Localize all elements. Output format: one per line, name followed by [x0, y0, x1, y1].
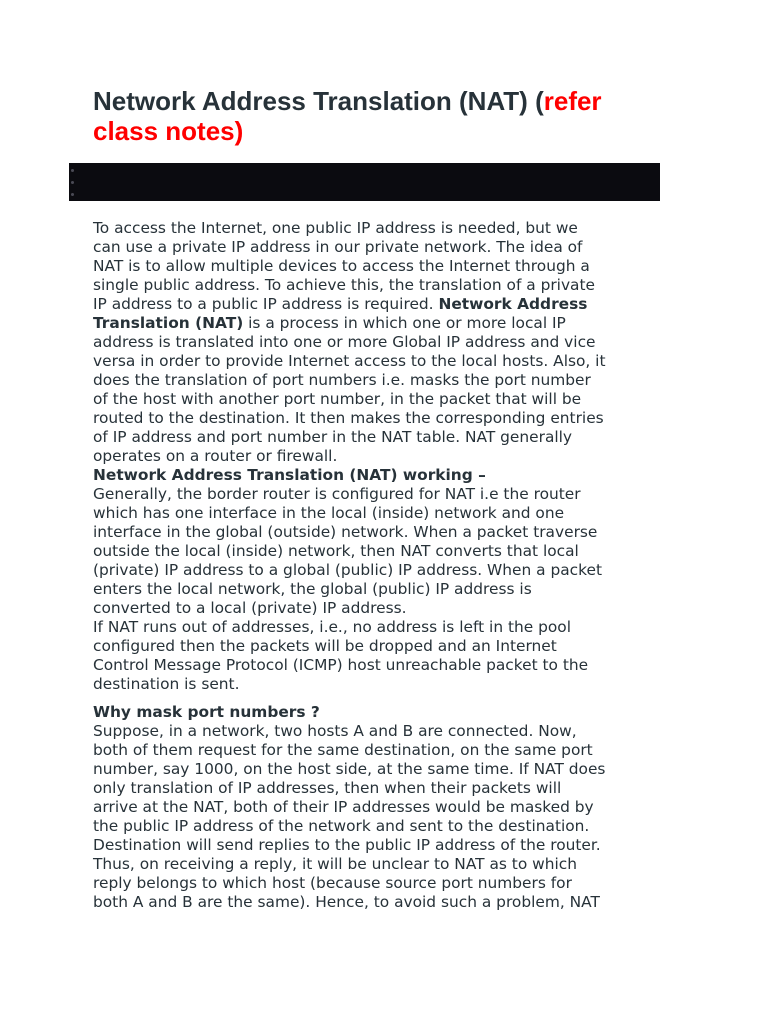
text-line: outside the local (inside) network, then NAT converts that local: [93, 542, 579, 560]
text-line: of the host with another port number, in the packet that will be: [93, 390, 582, 408]
article-body: [93, 219, 679, 912]
text-line: does the translation of port numbers i.e. masks the port number: [93, 371, 591, 389]
page-title: [93, 86, 693, 146]
text-line: [93, 295, 679, 314]
text-line: Generally, the border router is configured for NAT i.e the router: [93, 485, 581, 503]
text-line: reply belongs to which host (because source port numbers for: [93, 874, 572, 892]
text-line: [93, 314, 679, 333]
text-line: single public address. To achieve this, the translation of a private: [93, 276, 595, 294]
text-line: of IP address and port number in the NAT table. NAT generally: [93, 428, 573, 446]
text-line: interface in the global (outside) network. When a packet traverse: [93, 523, 598, 541]
text-line: address is translated into one or more Global IP address and vice: [93, 333, 596, 351]
text-line: versa in order to provide Internet access to the local hosts. Also, it: [93, 352, 606, 370]
title-main: Network Address Translation (NAT) (: [93, 86, 544, 116]
section-heading-mask: Why mask port numbers ?: [93, 703, 320, 721]
text-line: enters the local network, the global (public) IP address is: [93, 580, 532, 598]
text-line: (private) IP address to a global (public) IP address. When a packet: [93, 561, 602, 579]
text-line: both A and B are the same). Hence, to avoid such a problem, NAT: [93, 893, 600, 911]
text-line: can use a private IP address in our private network. The idea of: [93, 238, 583, 256]
title-accent-class-notes: class notes): [93, 116, 244, 146]
text-line: arrive at the NAT, both of their IP addresses would be masked by: [93, 798, 594, 816]
mask-section: [93, 703, 679, 912]
bold-term: Translation (NAT): [93, 314, 244, 332]
text-line: number, say 1000, on the host side, at the same time. If NAT does: [93, 760, 606, 778]
bullet-dot-icon: [71, 169, 74, 172]
text-line: routed to the destination. It then makes the corresponding entries: [93, 409, 604, 427]
text-fragment: is a process in which one or more local IP: [243, 314, 566, 332]
text-line: destination is sent.: [93, 675, 240, 693]
text-line: the public IP address of the network and sent to the destination.: [93, 817, 590, 835]
text-line: converted to a local (private) IP address.: [93, 599, 407, 617]
intro-paragraph: [93, 219, 679, 466]
text-fragment: IP address to a public IP address is required.: [93, 295, 439, 313]
title-accent-refer: refer: [543, 86, 602, 116]
text-line: If NAT runs out of addresses, i.e., no address is left in the pool: [93, 618, 571, 636]
bold-term: Network Address: [438, 295, 588, 313]
text-line: both of them request for the same destination, on the same port: [93, 741, 593, 759]
bullet-dot-icon: [71, 193, 74, 196]
text-line: Control Message Protocol (ICMP) host unreachable packet to the: [93, 656, 589, 674]
section-heading-working: Network Address Translation (NAT) working –: [93, 466, 486, 484]
text-line: configured then the packets will be dropped and an Internet: [93, 637, 557, 655]
text-line: NAT is to allow multiple devices to access the Internet through a: [93, 257, 590, 275]
bullet-dot-icon: [71, 181, 74, 184]
text-line: which has one interface in the local (inside) network and one: [93, 504, 565, 522]
embedded-media-bar: [69, 163, 660, 201]
text-line: To access the Internet, one public IP address is needed, but we: [93, 219, 578, 237]
paragraph-spacer: [93, 694, 679, 703]
text-line: operates on a router or firewall.: [93, 447, 338, 465]
text-line: only translation of IP addresses, then when their packets will: [93, 779, 562, 797]
text-line: Thus, on receiving a reply, it will be unclear to NAT as to which: [93, 855, 577, 873]
text-line: Suppose, in a network, two hosts A and B are connected. Now,: [93, 722, 577, 740]
working-section: [93, 466, 679, 694]
text-line: Destination will send replies to the public IP address of the router.: [93, 836, 601, 854]
